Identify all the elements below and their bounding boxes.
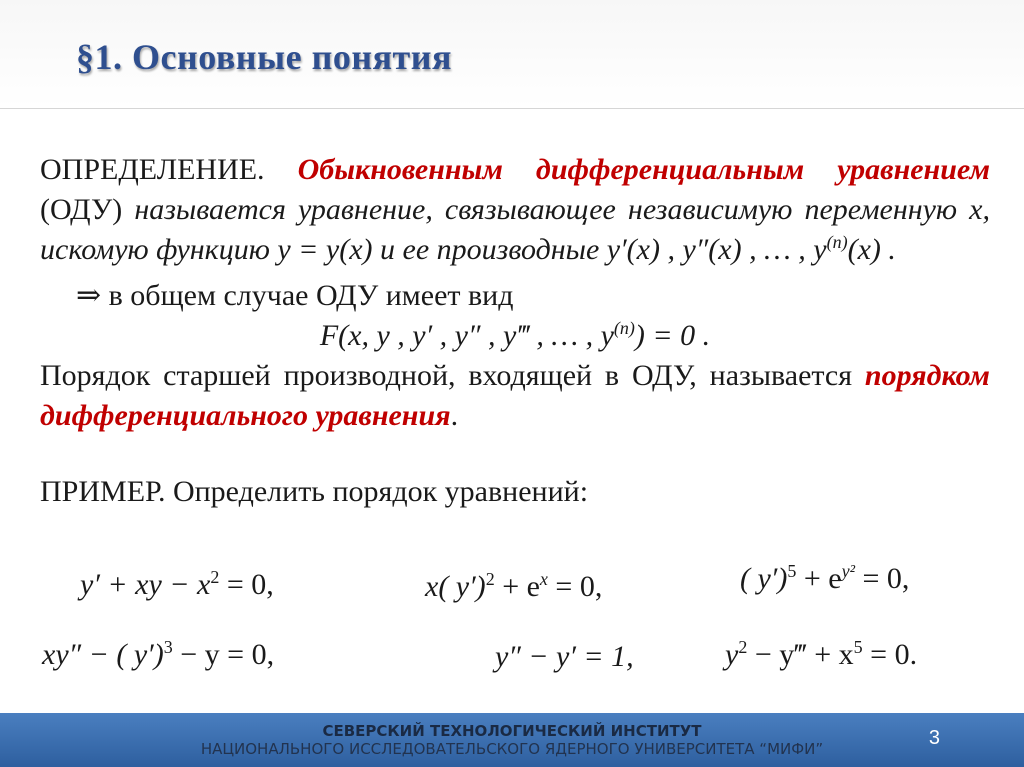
definition-rest: называется уравнение, связывающее независимую переменную x, искомую функцию y = y(x) и ее производные [40,193,990,266]
slide-content [40,150,990,512]
order-paragraph: Порядок старшей производной, входящей в ОДУ, называется порядком дифференциального уравнения. [40,359,990,432]
equation-4: xy″ − ( y′)$^3$ − y = 0, [42,637,275,671]
general-form-text: ⇒ в общем случае ОДУ имеет вид [76,279,514,312]
definition-label: ОПРЕДЕЛЕНИЕ. [40,153,265,186]
footer-institute: СЕВЕРСКИЙ ТЕХНОЛОГИЧЕСКИЙ ИНСТИТУТ [322,722,702,740]
definition-term: Обыкновенным дифференциальным уравнением [297,153,990,186]
equation-6: $y^2$ − y‴ + $x^5 = 0$. [725,637,918,671]
equation-2: x( $y')^2 + e^x = 0$, [425,569,603,603]
equation-1: y′ + xy − $x^2 = 0$, [80,567,274,601]
definition-paragraph [40,150,990,270]
title-bar [0,0,1024,109]
general-form-formula: F(x, y , y′ , y″ , y‴ , … , $y^{(n)}) = 0$ . [319,318,711,352]
page-number: 3 [928,727,940,749]
equation-3: ( $y')^5 + e^{y^2} = 0$, [740,561,910,595]
example-label: ПРИМЕР. Определить порядок уравнений: [40,475,589,508]
definition-derivatives: y′(x) , y″(x) , … , $y^{(n)}(x)$ . [606,232,896,266]
definition-abbr: (ОДУ) [40,193,135,226]
order-term: порядком дифференциального уравнения [40,359,990,432]
footer [0,713,1024,767]
slide-title: §1. Основные понятия [76,37,452,77]
equation-5: y″ − y′ = 1, [495,640,634,673]
footer-university: НАЦИОНАЛЬНОГО ИССЛЕДОВАТЕЛЬСКОГО ЯДЕРНОГО УНИВЕРСИТЕТА “МИФИ” [200,740,824,758]
